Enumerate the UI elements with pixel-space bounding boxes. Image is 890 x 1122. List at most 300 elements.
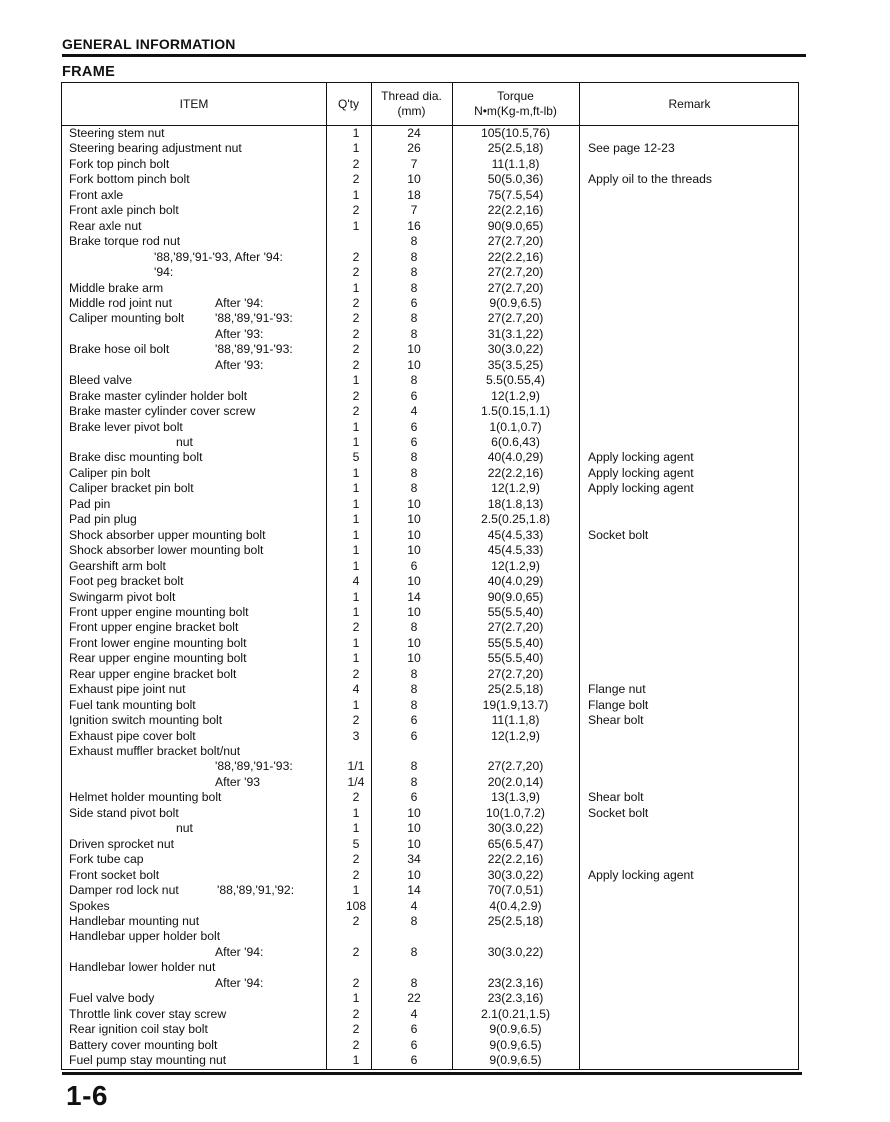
quantity-cell: 1 (352, 543, 360, 558)
torque-cell: 27(2.7,20) (487, 666, 544, 681)
column-header-thread-line2: (mm) (397, 104, 426, 118)
item-name: Rear upper engine bracket bolt (69, 666, 237, 681)
item-name: Helmet holder mounting bolt (69, 790, 222, 805)
table-row (62, 759, 800, 775)
torque-cell: 55(5.5,40) (487, 604, 544, 619)
item-name: Side stand pivot bolt (69, 805, 179, 820)
thread-dia-cell: 10 (407, 651, 421, 666)
torque-cell: 10(1.0,7.2) (486, 805, 545, 820)
column-header-torque-line2: N•m(Kg-m,ft-lb) (474, 104, 557, 118)
remark-cell: Socket bolt (588, 805, 649, 820)
table-row (62, 1022, 800, 1038)
item-spec: '94: (154, 265, 174, 280)
table-row (62, 450, 800, 466)
quantity-cell: 2 (352, 867, 360, 882)
thread-dia-cell: 8 (410, 697, 418, 712)
column-header-qty: Q'ty (338, 96, 359, 111)
torque-cell: 55(5.5,40) (487, 635, 544, 650)
quantity-cell: 1 (352, 805, 360, 820)
table-row (62, 404, 800, 420)
table-row (62, 373, 800, 389)
item-name: Rear axle nut (69, 218, 142, 233)
thread-dia-cell: 10 (407, 604, 421, 619)
torque-cell: 40(4.0,29) (487, 574, 544, 589)
thread-dia-cell: 8 (410, 682, 418, 697)
thread-dia-cell: 10 (407, 342, 421, 357)
thread-dia-cell: 10 (407, 172, 421, 187)
table-row (62, 559, 800, 575)
torque-cell: 4(0.4,2.9) (489, 898, 542, 913)
thread-dia-cell: 6 (410, 1053, 418, 1067)
item-name: Front axle (69, 187, 124, 202)
item-spec: nut (176, 435, 193, 449)
table-row (62, 358, 800, 374)
thread-dia-cell: 8 (410, 944, 418, 959)
thread-dia-cell: 24 (407, 126, 421, 140)
quantity-cell: 1 (352, 218, 360, 233)
table-row (62, 543, 800, 559)
torque-cell: 27(2.7,20) (487, 265, 544, 280)
quantity-cell: 1 (352, 280, 360, 295)
quantity-cell: 1 (352, 651, 360, 666)
table-row (62, 620, 800, 636)
remark-cell: Flange bolt (588, 697, 649, 712)
table-row (62, 976, 800, 992)
table-row (62, 698, 800, 714)
item-name: Rear ignition coil stay bolt (69, 1022, 208, 1037)
torque-cell: 22(2.2,16) (487, 852, 544, 867)
table-row (62, 296, 800, 312)
torque-cell: 35(3.5,25) (487, 357, 544, 372)
quantity-cell: 2 (352, 913, 360, 928)
header-rule (62, 54, 806, 57)
table-row (62, 883, 800, 899)
torque-cell: 2.5(0.25,1.8) (480, 512, 551, 527)
item-name: Front upper engine bracket bolt (69, 620, 239, 635)
quantity-cell: 2 (352, 790, 360, 805)
item-spec: nut (176, 821, 193, 836)
item-name: Shock absorber upper mounting bolt (69, 527, 266, 542)
thread-dia-cell: 8 (410, 481, 418, 496)
item-name: Throttle link cover stay screw (69, 1006, 227, 1021)
quantity-cell: 2 (352, 852, 360, 867)
item-name: Caliper mounting bolt (69, 311, 185, 326)
quantity-cell: 3 (352, 728, 360, 743)
item-name: Front upper engine mounting bolt (69, 604, 249, 619)
quantity-cell: 1 (352, 373, 360, 388)
table-row (62, 281, 800, 297)
table-row (62, 837, 800, 853)
item-name: Handlebar mounting nut (69, 913, 200, 928)
item-spec: After '94: (215, 944, 264, 959)
quantity-cell: 2 (352, 975, 360, 990)
torque-cell: 22(2.2,16) (487, 465, 544, 480)
table-row (62, 590, 800, 606)
thread-dia-cell: 8 (410, 620, 418, 635)
item-name: Exhaust muffler bracket bolt/nut (69, 744, 241, 758)
torque-cell: 30(3.0,22) (487, 821, 544, 836)
table-row (62, 528, 800, 544)
table-row (62, 945, 800, 961)
item-name: Front socket bolt (69, 867, 160, 882)
table-row (62, 682, 800, 698)
thread-dia-cell: 7 (410, 156, 418, 171)
thread-dia-cell: 14 (407, 589, 421, 604)
item-name: Middle brake arm (69, 280, 164, 295)
quantity-cell: 2 (352, 357, 360, 372)
thread-dia-cell: 10 (407, 512, 421, 527)
table-row (62, 868, 800, 884)
table-row (62, 126, 800, 142)
table-row (62, 729, 800, 745)
thread-dia-cell: 16 (407, 218, 421, 233)
item-name: Fork tube cap (69, 852, 144, 867)
thread-dia-cell: 4 (410, 404, 418, 419)
thread-dia-cell: 6 (410, 435, 418, 449)
torque-cell: 19(1.9,13.7) (482, 697, 549, 712)
quantity-cell: 1 (352, 604, 360, 619)
item-spec: After '93: (215, 357, 264, 372)
thread-dia-cell: 8 (410, 373, 418, 388)
torque-cell: 105(10.5,76) (480, 126, 551, 140)
torque-cell: 75(7.5,54) (487, 187, 544, 202)
table-row (62, 852, 800, 868)
thread-dia-cell: 10 (407, 867, 421, 882)
torque-cell: 20(2.0,14) (487, 774, 544, 789)
torque-cell: 30(3.0,22) (487, 944, 544, 959)
thread-dia-cell: 14 (407, 883, 421, 898)
torque-cell: 90(9.0,65) (487, 589, 544, 604)
remark-cell: Apply locking agent (588, 481, 694, 496)
quantity-cell: 1 (352, 558, 360, 573)
quantity-cell: 5 (352, 450, 360, 465)
quantity-cell: 1 (352, 697, 360, 712)
table-row (62, 188, 800, 204)
item-name: Gearshift arm bolt (69, 558, 166, 573)
table-row (62, 899, 800, 915)
item-name: Foot peg bracket bolt (69, 574, 184, 589)
thread-dia-cell: 6 (410, 388, 418, 403)
thread-dia-cell: 8 (410, 465, 418, 480)
torque-cell: 9(0.9,6.5) (489, 1022, 542, 1037)
table-row (62, 420, 800, 436)
item-spec: '88,'89,'91,'92: (217, 883, 295, 898)
table-row (62, 1007, 800, 1023)
torque-cell: 30(3.0,22) (487, 867, 544, 882)
table-row (62, 234, 800, 250)
torque-cell: 1(0.1,0.7) (489, 419, 542, 434)
quantity-cell: 2 (352, 156, 360, 171)
thread-dia-cell: 6 (410, 419, 418, 434)
item-spec: After '94: (215, 295, 264, 310)
torque-cell: 12(1.2,9) (491, 558, 540, 573)
thread-dia-cell: 10 (407, 805, 421, 820)
item-name: Damper rod lock nut (69, 883, 179, 898)
quantity-cell: 2 (352, 203, 360, 218)
table-row (62, 157, 800, 173)
torque-cell: 22(2.2,16) (487, 203, 544, 218)
page-header-title: GENERAL INFORMATION (62, 36, 236, 52)
torque-cell: 23(2.3,16) (487, 991, 544, 1006)
item-spec: After '93 (215, 774, 261, 789)
torque-cell: 27(2.7,20) (487, 234, 544, 249)
quantity-cell: 2 (352, 404, 360, 419)
column-header-remark: Remark (668, 96, 711, 111)
table-row (62, 1038, 800, 1054)
item-name: Fork bottom pinch bolt (69, 172, 190, 187)
quantity-cell: 1 (352, 527, 360, 542)
torque-cell: 5.5(0.55,4) (486, 373, 545, 388)
remark-cell: Apply oil to the threads (588, 172, 712, 187)
item-name: Brake disc mounting bolt (69, 450, 203, 465)
item-name: Handlebar upper holder bolt (69, 929, 221, 944)
quantity-cell: 2 (352, 249, 360, 264)
quantity-cell: 1 (352, 435, 360, 449)
footer-rule (62, 1072, 802, 1075)
quantity-cell: 5 (352, 836, 360, 851)
thread-dia-cell: 4 (410, 898, 418, 913)
table-row (62, 481, 800, 497)
torque-cell: 2.1(0.21,1.5) (480, 1006, 551, 1021)
table-row (62, 914, 800, 930)
thread-dia-cell: 10 (407, 836, 421, 851)
quantity-cell: 2 (352, 1022, 360, 1037)
item-name: Brake master cylinder holder bolt (69, 388, 248, 403)
quantity-cell: 1 (352, 1053, 360, 1067)
item-name: Handlebar lower holder nut (69, 960, 216, 975)
table-row (62, 219, 800, 235)
torque-cell: 30(3.0,22) (487, 342, 544, 357)
thread-dia-cell: 6 (410, 558, 418, 573)
remark-cell: Shear bolt (588, 713, 644, 728)
table-row (62, 327, 800, 343)
item-name: Driven sprocket nut (69, 836, 174, 851)
thread-dia-cell: 10 (407, 574, 421, 589)
item-name: Battery cover mounting bolt (69, 1037, 218, 1052)
table-row (62, 790, 800, 806)
thread-dia-cell: 6 (410, 790, 418, 805)
torque-cell: 45(4.5,33) (487, 543, 544, 558)
table-row (62, 991, 800, 1007)
torque-cell: 27(2.7,20) (487, 759, 544, 774)
quantity-cell: 1 (352, 635, 360, 650)
item-name: Brake torque rod nut (69, 234, 181, 249)
table-row (62, 1053, 800, 1069)
item-name: Front lower engine mounting bolt (69, 635, 247, 650)
table-row (62, 605, 800, 621)
quantity-cell: 1 (352, 883, 360, 898)
item-name: Brake master cylinder cover screw (69, 404, 256, 419)
remark-cell: Socket bolt (588, 527, 649, 542)
item-name: Shock absorber lower mounting bolt (69, 543, 264, 558)
item-name: Spokes (69, 898, 110, 913)
quantity-cell: 2 (352, 666, 360, 681)
thread-dia-cell: 4 (410, 1006, 418, 1021)
torque-cell: 13(1.3,9) (491, 790, 540, 805)
item-name: Ignition switch mounting bolt (69, 713, 223, 728)
thread-dia-cell: 34 (407, 852, 421, 867)
quantity-cell: 2 (352, 944, 360, 959)
thread-dia-cell: 10 (407, 543, 421, 558)
table-row (62, 929, 800, 945)
item-name: Exhaust pipe cover bolt (69, 728, 196, 743)
table-row (62, 667, 800, 683)
quantity-cell: 1 (352, 991, 360, 1006)
torque-cell: 22(2.2,16) (487, 249, 544, 264)
thread-dia-cell: 6 (410, 1037, 418, 1052)
section-title: FRAME (62, 64, 116, 80)
torque-cell: 6(0.6,43) (491, 435, 540, 449)
table-row (62, 574, 800, 590)
thread-dia-cell: 8 (410, 311, 418, 326)
remark-cell: Apply locking agent (588, 465, 694, 480)
table-row (62, 172, 800, 188)
column-header-thread-line1: Thread dia. (381, 89, 442, 103)
torque-cell: 45(4.5,33) (487, 527, 544, 542)
column-header-thread (371, 83, 452, 125)
item-name: Fuel pump stay mounting nut (69, 1053, 227, 1067)
thread-dia-cell: 6 (410, 713, 418, 728)
item-name: Fuel tank mounting bolt (69, 697, 196, 712)
table-row (62, 636, 800, 652)
quantity-cell: 2 (352, 265, 360, 280)
thread-dia-cell: 10 (407, 527, 421, 542)
table-row (62, 435, 800, 451)
quantity-cell: 2 (352, 388, 360, 403)
thread-dia-cell: 8 (410, 234, 418, 249)
remark-cell: Shear bolt (588, 790, 644, 805)
table-row (62, 342, 800, 358)
item-name: Steering bearing adjustment nut (69, 141, 242, 156)
torque-cell: 9(0.9,6.5) (489, 295, 542, 310)
quantity-cell: 1 (352, 589, 360, 604)
torque-cell: 50(5.0,36) (487, 172, 544, 187)
thread-dia-cell: 10 (407, 357, 421, 372)
torque-cell: 25(2.5,18) (487, 141, 544, 156)
torque-cell: 11(1.1,8) (491, 156, 540, 171)
torque-cell: 65(6.5,47) (487, 836, 544, 851)
torque-cell: 55(5.5,40) (487, 651, 544, 666)
item-name: Fuel valve body (69, 991, 155, 1006)
item-spec: After '93: (215, 326, 264, 341)
table-row (62, 203, 800, 219)
remark-cell: Flange nut (588, 682, 646, 697)
thread-dia-cell: 26 (407, 141, 421, 156)
table-row (62, 713, 800, 729)
thread-dia-cell: 8 (410, 450, 418, 465)
table-row (62, 651, 800, 667)
quantity-cell: 2 (352, 1006, 360, 1021)
thread-dia-cell: 8 (410, 774, 418, 789)
item-name: Fork top pinch bolt (69, 156, 170, 171)
torque-cell: 12(1.2,9) (491, 728, 540, 743)
torque-cell: 12(1.2,9) (491, 481, 540, 496)
quantity-cell: 1 (352, 496, 360, 511)
item-name: Swingarm pivot bolt (69, 589, 176, 604)
item-name: Pad pin plug (69, 512, 137, 527)
torque-cell: 12(1.2,9) (491, 388, 540, 403)
quantity-cell: 108 (345, 898, 367, 913)
item-spec: After '94: (215, 975, 264, 990)
thread-dia-cell: 8 (410, 913, 418, 928)
torque-cell: 31(3.1,22) (487, 326, 544, 341)
item-spec: '88,'89,'91-'93, After '94: (154, 249, 283, 264)
torque-cell: 18(1.8,13) (487, 496, 544, 511)
quantity-cell: 1 (352, 481, 360, 496)
item-name: Caliper pin bolt (69, 465, 151, 480)
table-row (62, 744, 800, 760)
item-spec: '88,'89,'91-'93: (215, 342, 293, 357)
torque-cell: 25(2.5,18) (487, 682, 544, 697)
item-spec: '88,'89,'91-'93: (215, 759, 293, 774)
quantity-cell: 2 (352, 1037, 360, 1052)
quantity-cell: 2 (352, 172, 360, 187)
torque-cell: 1.5(0.15,1.1) (480, 404, 551, 419)
quantity-cell: 1 (352, 141, 360, 156)
item-name: Exhaust pipe joint nut (69, 682, 186, 697)
thread-dia-cell: 8 (410, 759, 418, 774)
quantity-cell: 2 (352, 295, 360, 310)
table-row (62, 806, 800, 822)
thread-dia-cell: 8 (410, 249, 418, 264)
column-header-torque-line1: Torque (497, 89, 534, 103)
thread-dia-cell: 8 (410, 265, 418, 280)
thread-dia-cell: 18 (407, 187, 421, 202)
quantity-cell: 1 (352, 187, 360, 202)
quantity-cell: 1 (352, 821, 360, 836)
torque-cell: 27(2.7,20) (487, 311, 544, 326)
torque-cell: 11(1.1,8) (491, 713, 540, 728)
item-spec: '88,'89,'91-'93: (215, 311, 293, 326)
quantity-cell: 1 (352, 126, 360, 140)
item-name: Brake hose oil bolt (69, 342, 170, 357)
table-row (62, 250, 800, 266)
torque-cell: 40(4.0,29) (487, 450, 544, 465)
quantity-cell: 1/1 (347, 759, 365, 774)
thread-dia-cell: 10 (407, 821, 421, 836)
table-row (62, 775, 800, 791)
thread-dia-cell: 8 (410, 326, 418, 341)
table-row (62, 466, 800, 482)
torque-cell: 25(2.5,18) (487, 913, 544, 928)
remark-cell: Apply locking agent (588, 450, 694, 465)
thread-dia-cell: 8 (410, 280, 418, 295)
torque-cell: 9(0.9,6.5) (489, 1037, 542, 1052)
thread-dia-cell: 8 (410, 975, 418, 990)
thread-dia-cell: 8 (410, 666, 418, 681)
quantity-cell: 1 (352, 512, 360, 527)
item-name: Rear upper engine mounting bolt (69, 651, 247, 666)
table-row (62, 265, 800, 281)
torque-cell: 9(0.9,6.5) (489, 1053, 542, 1067)
thread-dia-cell: 6 (410, 1022, 418, 1037)
column-header-item: ITEM (179, 96, 209, 111)
quantity-cell: 2 (352, 342, 360, 357)
page-number: 1-6 (66, 1080, 108, 1111)
thread-dia-cell: 10 (407, 635, 421, 650)
item-name: Middle rod joint nut (69, 295, 172, 310)
column-header-torque (452, 83, 579, 125)
item-name: Pad pin (69, 496, 111, 511)
item-name: Brake lever pivot bolt (69, 419, 183, 434)
torque-cell: 90(9.0,65) (487, 218, 544, 233)
table-row (62, 141, 800, 157)
torque-cell: 70(7.0,51) (487, 883, 544, 898)
quantity-cell: 2 (352, 713, 360, 728)
thread-dia-cell: 22 (407, 991, 421, 1006)
quantity-cell: 1/4 (347, 774, 365, 789)
item-name: Caliper bracket pin bolt (69, 481, 194, 496)
